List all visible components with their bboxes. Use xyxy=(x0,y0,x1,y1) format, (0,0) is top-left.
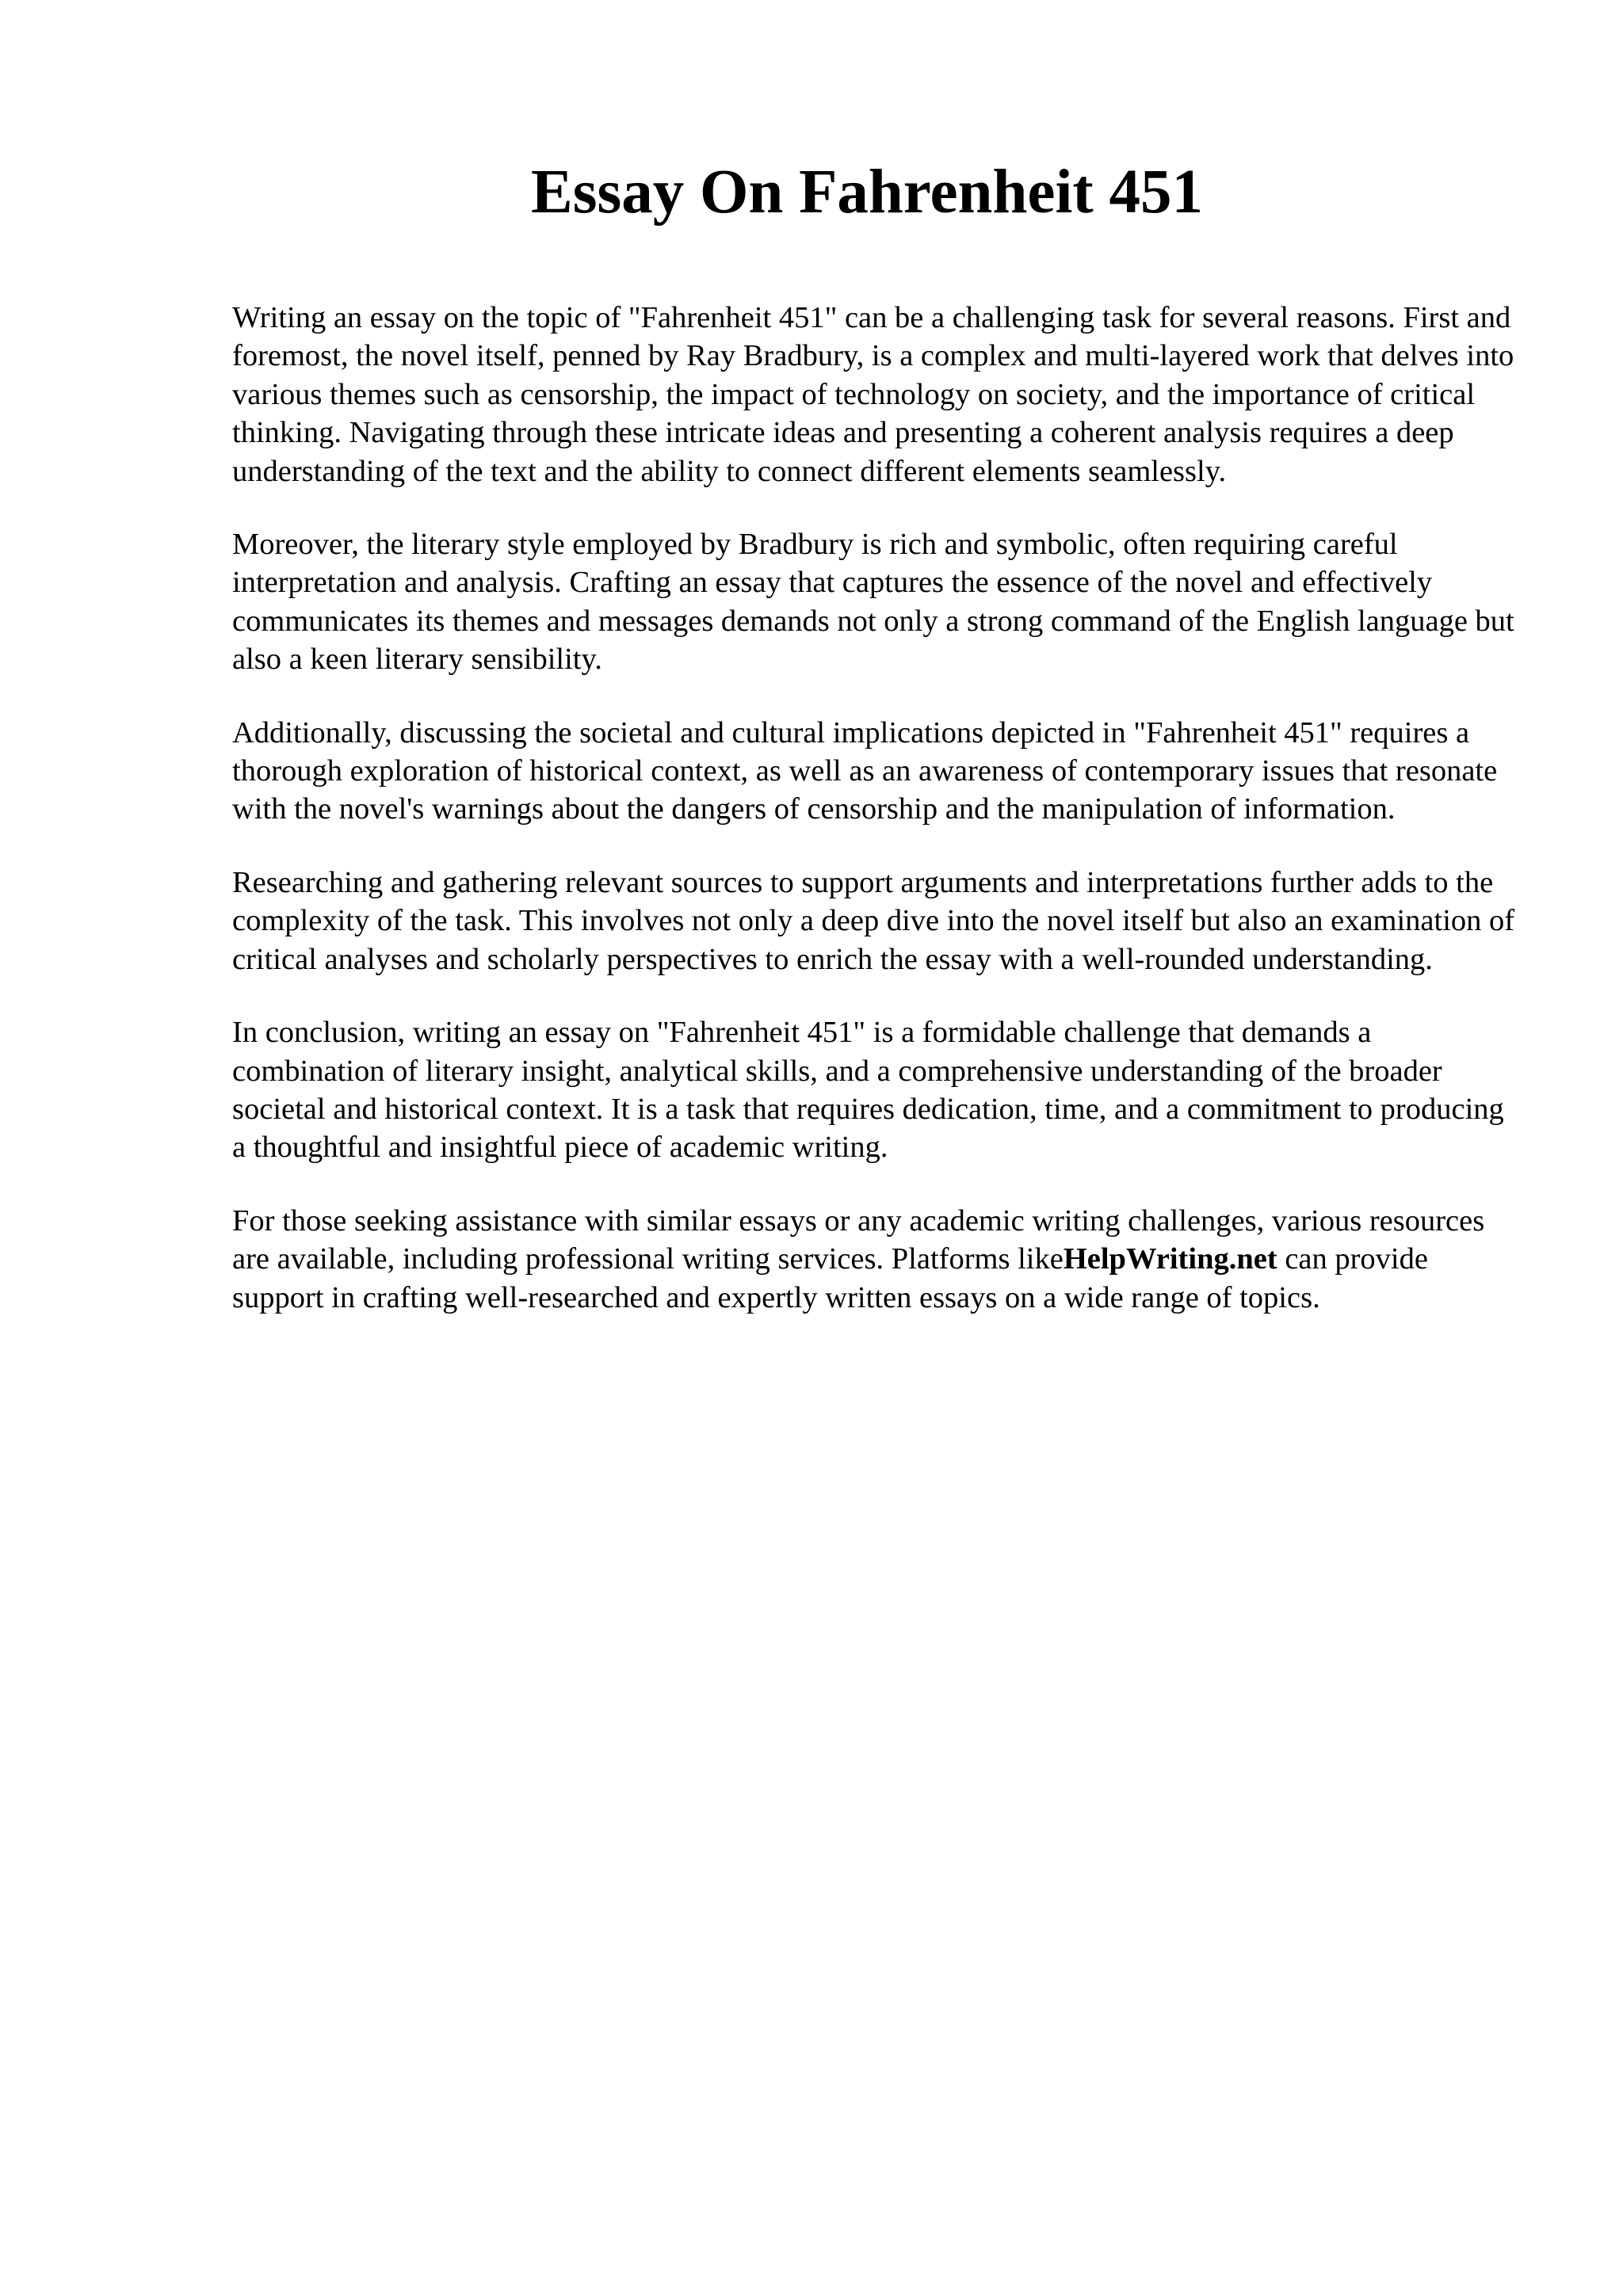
helpwriting-link[interactable]: HelpWriting.net xyxy=(1063,1242,1277,1276)
paragraph-6-after-link: can provide support in crafting well-researched and expertly written essays on a wide range of topics. xyxy=(232,1242,1428,1314)
paragraph-2: Moreover, the literary style employed by Bradbury is rich and symbolic, often requiring careful interpretation and analysis. Crafting an essay that captures the essence of the novel and effectively communicates its themes and messages demands not only a strong command of the English language but also a keen literary sensibility. xyxy=(232,528,1514,677)
document-body xyxy=(232,299,1516,1352)
paragraph-3: Additionally, discussing the societal and cultural implications depicted in "Fahrenheit 451" requires a thorough exploration of historical context, as well as an awareness of contemporary issues that resonate with the novel's warnings about the dangers of censorship and the manipulation of information. xyxy=(232,715,1498,826)
paragraph-5: In conclusion, writing an essay on "Fahrenheit 451" is a formidable challenge that demands a combination of literary insight, analytical skills, and a comprehensive understanding of the broader societal and historical context. It is a task that requires dedication, time, and a commitment to producing a thoughtful and insightful piece of academic writing. xyxy=(232,1016,1504,1165)
paragraph-6-before-link: For those seeking assistance with similar essays or any academic writing challenges, various resources are available, including professional writing services. Platforms like xyxy=(232,1203,1485,1276)
document-title: Essay On Fahrenheit 451 xyxy=(531,158,1203,227)
paragraph-1: Writing an essay on the topic of "Fahrenheit 451" can be a challenging task for several reasons. First and foremost, the novel itself, penned by Ray Bradbury, is a complex and multi-layered work that delves into various themes such as censorship, the impact of technology on society, and the importance of critical thinking. Navigating through these intricate ideas and presenting a coherent analysis requires a deep understanding of the text and the ability to connect different elements seamlessly. xyxy=(232,301,1514,488)
paragraph-4: Researching and gathering relevant sources to support arguments and interpretations further adds to the complexity of the task. This involves not only a deep dive into the novel itself but also an examination of critical analyses and scholarly perspectives to enrich the essay with a well-rounded understanding. xyxy=(232,865,1515,976)
paragraph-6 xyxy=(232,1202,1516,1317)
